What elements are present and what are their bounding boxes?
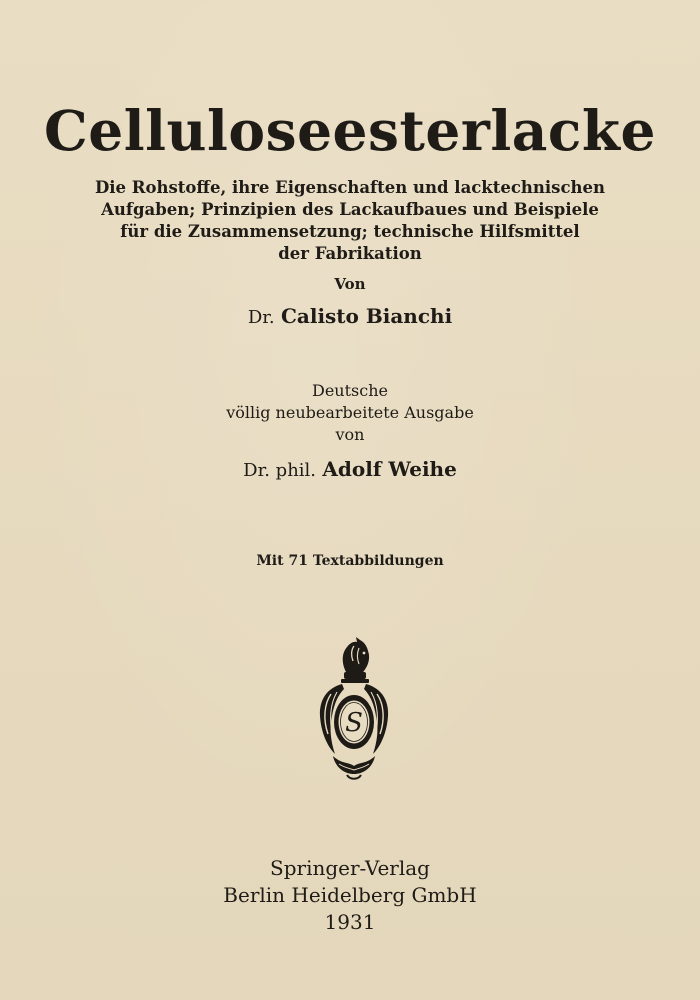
publisher-place: Berlin Heidelberg GmbH <box>223 883 477 907</box>
book-subtitle <box>0 177 700 265</box>
publisher-name: Springer-Verlag <box>270 856 430 880</box>
emblem-monogram: S <box>345 708 363 738</box>
author-by-label: Von <box>334 275 366 293</box>
reviser-line <box>0 459 700 480</box>
reviser-name: Adolf Weihe <box>322 457 457 481</box>
subtitle-line: für die Zusammensetzung; technische Hilfsmittel <box>120 222 580 241</box>
edition-by-label: von <box>335 425 365 444</box>
figures-note: Mit 71 Textabbildungen <box>256 553 444 569</box>
subtitle-line: Aufgaben; Prinzipien des Lackaufbaues und Beispiele <box>101 200 599 219</box>
springer-knight-emblem-icon <box>311 634 397 784</box>
subtitle-line: der Fabrikation <box>278 244 422 263</box>
publisher-block <box>0 855 700 936</box>
subtitle-line: Die Rohstoffe, ihre Eigenschaften und lacktechnischen <box>94 178 605 197</box>
publication-year: 1931 <box>324 910 376 934</box>
reviser-honorific: Dr. phil. <box>243 460 317 481</box>
book-title: Celluloseesterlacke <box>43 98 657 163</box>
edition-line-1: Deutsche <box>312 381 388 400</box>
author-line <box>0 306 700 327</box>
author-name: Calisto Bianchi <box>280 304 453 328</box>
author-honorific: Dr. <box>247 307 275 328</box>
edition-statement <box>0 380 700 446</box>
edition-line-2: völlig neubearbeitete Ausgabe <box>226 403 474 422</box>
